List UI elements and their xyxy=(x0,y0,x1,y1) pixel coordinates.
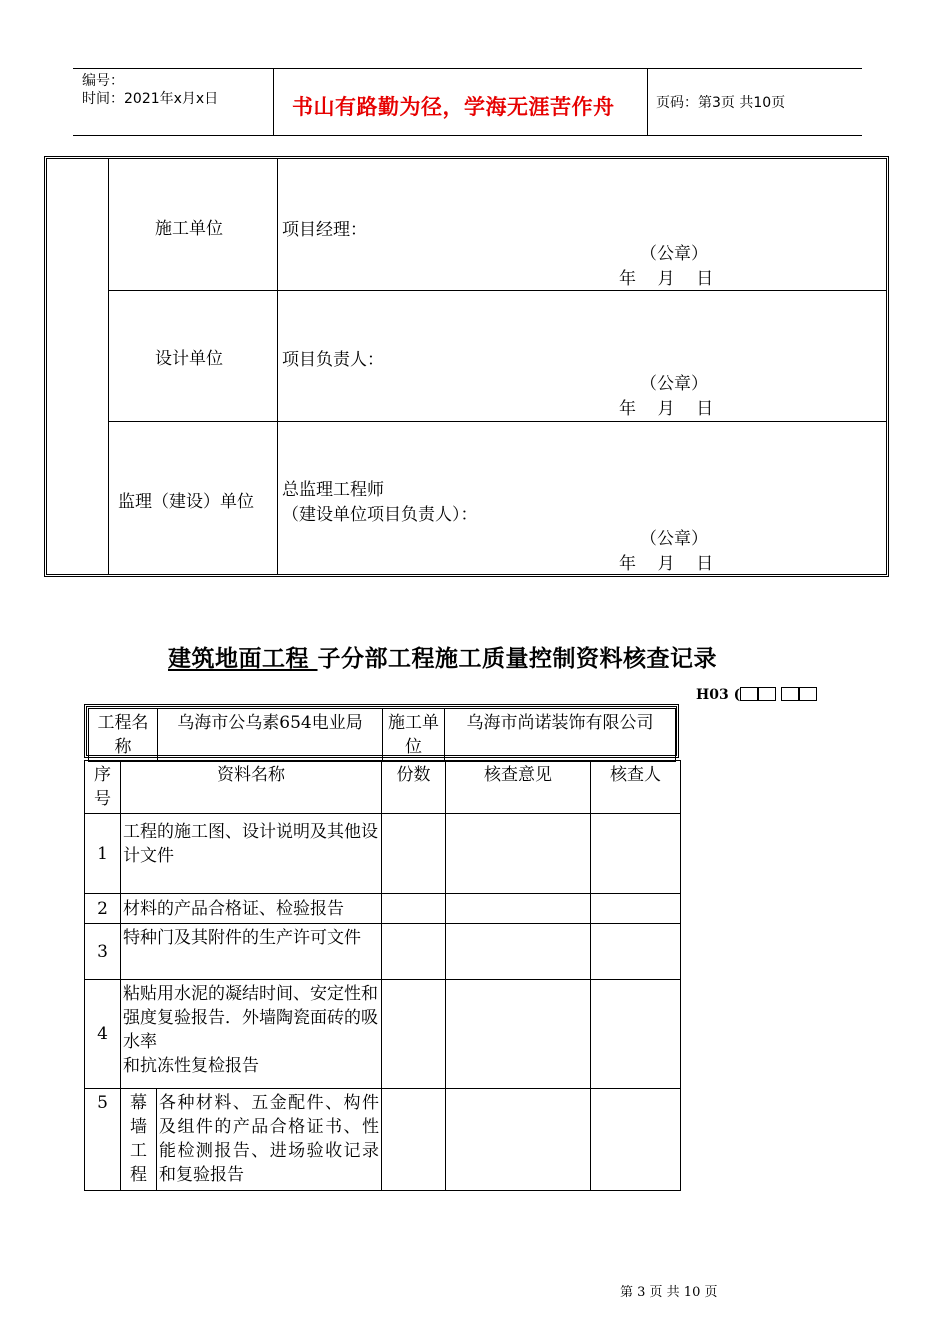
row-seq: 5 xyxy=(85,1089,121,1191)
row-seq: 2 xyxy=(85,894,121,924)
signature-date-construction: 年 月 日 xyxy=(619,269,714,289)
signature-unit-construction: 施工单位 xyxy=(155,219,223,239)
table-row xyxy=(85,1089,681,1191)
row-checker[interactable] xyxy=(591,924,681,980)
signature-unit-supervision: 监理（建设）单位 xyxy=(118,492,254,512)
col-name: 资料名称 xyxy=(121,761,382,814)
row-seq: 1 xyxy=(85,814,121,894)
row-name: 各种材料、五金配件、构件及组件的产品合格证书、性能检测报告、进场验收记录和复验报告 xyxy=(157,1089,382,1191)
header-time: 时间：2021年x月x日 xyxy=(82,91,219,107)
record-table xyxy=(84,760,681,1191)
row-subcategory: 幕墙工程 xyxy=(121,1089,157,1191)
row-name: 工程的施工图、设计说明及其他设计文件 xyxy=(121,814,382,894)
signature-role-design: 项目负责人： xyxy=(282,350,384,370)
row-checker[interactable] xyxy=(591,980,681,1089)
signature-row-divider-2 xyxy=(108,421,886,422)
document-title xyxy=(168,640,717,673)
signature-seal-construction: （公章） xyxy=(640,244,708,264)
signature-col-divider-2 xyxy=(277,158,278,575)
document-title-rest: 子分部工程施工质量控制资料核查记录 xyxy=(317,645,718,672)
page-footer: 第 3 页 共 10 页 xyxy=(620,1285,718,1300)
signature-seal-supervision: （公章） xyxy=(640,529,708,549)
row-copies[interactable] xyxy=(382,1089,446,1191)
signature-role-construction: 项目经理： xyxy=(282,220,367,240)
form-code-label: H03 ( xyxy=(696,687,741,703)
row-name-continued: 和抗冻性复检报告 xyxy=(123,1056,259,1076)
form-code-box-2 xyxy=(758,687,776,701)
signature-row-divider-1 xyxy=(108,290,886,291)
row-copies[interactable] xyxy=(382,814,446,894)
signature-date-design: 年 月 日 xyxy=(619,399,714,419)
row-opinion[interactable] xyxy=(446,1089,591,1191)
header-motto: 书山有路勤为径，学海无涯苦作舟 xyxy=(292,94,615,119)
row-name-cell xyxy=(121,980,382,1089)
header-top-rule xyxy=(73,68,862,69)
table-row xyxy=(85,924,681,980)
row-seq: 3 xyxy=(85,924,121,980)
row-checker[interactable] xyxy=(591,1089,681,1191)
col-checker: 核查人 xyxy=(591,761,681,814)
row-copies[interactable] xyxy=(382,924,446,980)
contractor-label: 施工单位 xyxy=(383,709,445,762)
col-opinion: 核查意见 xyxy=(446,761,591,814)
header-bottom-rule xyxy=(73,135,862,136)
header-number: 编号： xyxy=(82,73,124,89)
col-seq: 序号 xyxy=(85,761,121,814)
row-copies[interactable] xyxy=(382,894,446,924)
contractor-value: 乌海市尚诺装饰有限公司 xyxy=(445,709,676,762)
row-opinion[interactable] xyxy=(446,894,591,924)
col-copies: 份数 xyxy=(382,761,446,814)
row-name: 特种门及其附件的生产许可文件 xyxy=(121,924,382,980)
signature-seal-design: （公章） xyxy=(640,374,708,394)
row-opinion[interactable] xyxy=(446,814,591,894)
project-info-table xyxy=(88,708,676,762)
record-header-row xyxy=(85,761,681,814)
form-code-box-4 xyxy=(799,687,817,701)
row-copies[interactable] xyxy=(382,980,446,1089)
row-checker[interactable] xyxy=(591,894,681,924)
signature-date-supervision: 年 月 日 xyxy=(619,554,714,574)
signature-col-divider-1 xyxy=(108,158,109,575)
signature-role-supervision: 总监理工程师 xyxy=(282,480,384,500)
signature-role2-supervision: （建设单位项目负责人）： xyxy=(282,505,478,525)
table-row xyxy=(85,814,681,894)
header-divider-right xyxy=(647,68,648,136)
signature-unit-design: 设计单位 xyxy=(155,349,223,369)
form-code-box-3 xyxy=(781,687,799,701)
project-name-label: 工程名称 xyxy=(89,709,158,762)
header-page: 页码：第3页 共10页 xyxy=(656,95,786,111)
row-seq: 4 xyxy=(85,980,121,1089)
project-name-value: 乌海市公乌素654电业局 xyxy=(158,709,383,762)
table-row xyxy=(85,894,681,924)
table-row xyxy=(85,980,681,1089)
header-divider-left xyxy=(273,68,274,136)
row-name: 粘贴用水泥的凝结时间、安定性和强度复验报告．外墙陶瓷面砖的吸水率 xyxy=(123,984,378,1052)
row-name: 材料的产品合格证、检验报告 xyxy=(121,894,382,924)
row-opinion[interactable] xyxy=(446,980,591,1089)
document-title-underlined: 建筑地面工程 xyxy=(168,645,318,672)
row-opinion[interactable] xyxy=(446,924,591,980)
row-checker[interactable] xyxy=(591,814,681,894)
form-code xyxy=(696,687,817,703)
form-code-box-1 xyxy=(740,687,758,701)
